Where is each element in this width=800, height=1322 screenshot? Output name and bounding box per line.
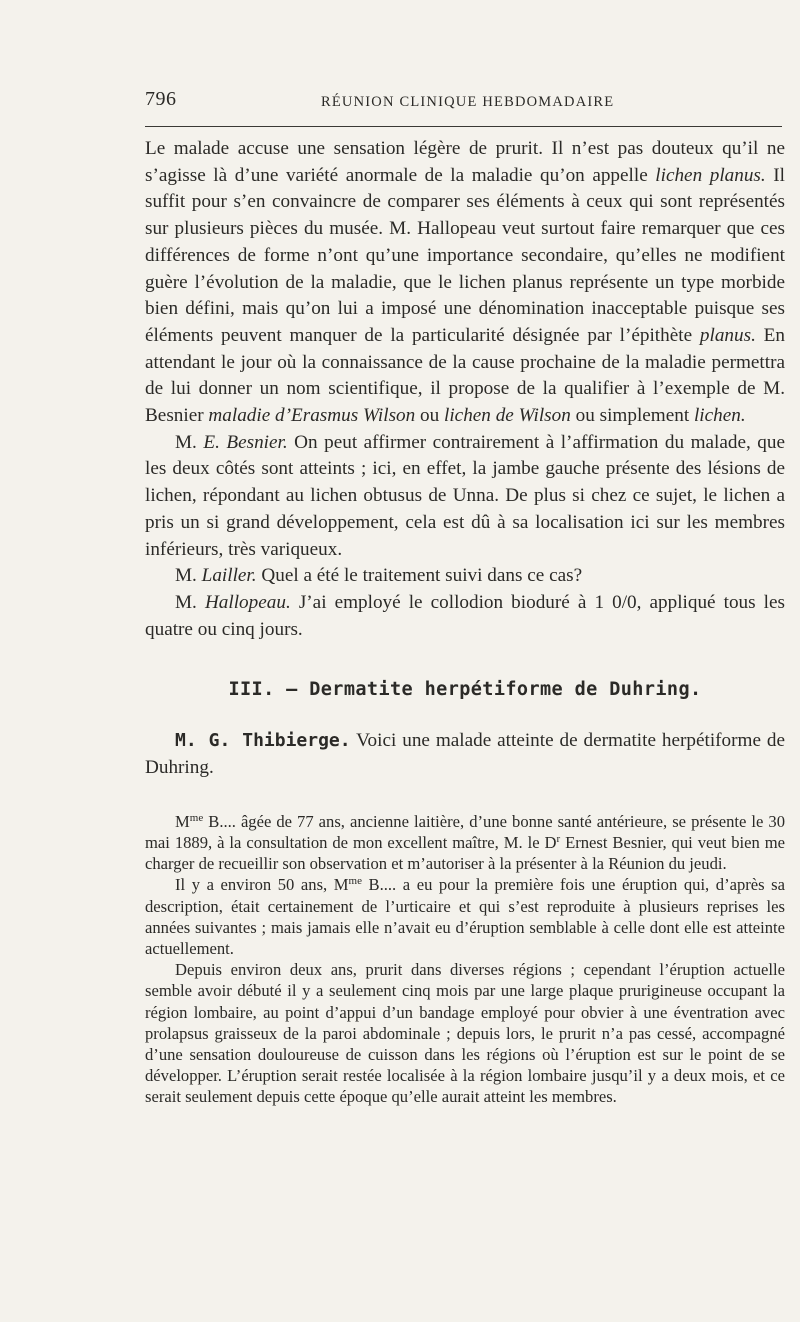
page-number: 796	[145, 88, 177, 110]
observation-paragraph: Depuis environ deux ans, prurit dans diverses régions ; cependant l’éruption actuelle semble avoir débuté il y a seulement cinq mois par une large plaque prurigineuse occupant la région lombaire, au point d’appui d’un bandage employé pour obvier à une éventration avec prolapsus graisseux de la paroi abdominale ; depuis lors, le prurit n’a pas cessé, accompagné d’une sensation douloureuse de cuisson dans les régions où l’éruption est sur le point de se développer. L’éruption serait restée localisée à la région lombaire jusqu’il y a deux mois, et ce serait seulement depuis cette époque qu’elle aurait atteint les membres.	[145, 960, 785, 1107]
text-run: B.... âgée de 77 ans, ancienne laitière, d’une bonne santé antérieure, se présente le 30 mai 1889, à la consultation de mon excellent maître, M. le D	[145, 811, 785, 852]
text-run: ou	[415, 405, 445, 427]
superscript: me	[189, 811, 204, 824]
paragraph-lailler	[145, 563, 785, 590]
text-run: Il suffit pour s’en convaincre de comparer ses éléments à ceux qui sont représentés sur plusieurs pièces du musée. M. Hallopeau veut surtout faire remarquer que ces différences de forme n’ont qu’une importance secondaire, qu’elles ne modifient guère l’évolution de la maladie, que le lichen planus représente un type morbide bien défini, mais qu’on lui a imposé une dénomination inacceptable puisque ses éléments peuvent manquer de la particularité désignée par l’épithète	[145, 164, 785, 346]
superscript: me	[348, 875, 362, 888]
speaker-name: M. G. Thibierge.	[175, 730, 351, 752]
paragraph-thibierge	[145, 728, 785, 781]
speaker-name: Lailler.	[201, 565, 257, 587]
text-run: On peut affirmer contrairement à l’affirmation du malade, que les deux côtés sont atteints ; ici, en effet, la jambe gauche présente des lésions de lichen, répondant au lichen obtusus de Unna. De plus si chez ce sujet, le lichen a pris un si grand développement, cela est dû à sa localisation ici sur les membres inférieurs, très variqueux.	[145, 431, 785, 560]
running-head: RÉUNION CLINIQUE HEBDOMADAIRE	[321, 94, 615, 110]
paragraph-lichen-discussion	[145, 136, 785, 430]
page-header	[145, 88, 785, 116]
paragraph-besnier	[145, 430, 785, 564]
text-run: Quel a été le traitement suivi dans ce cas?	[256, 565, 583, 587]
observation-paragraph	[145, 811, 785, 875]
page-body	[145, 136, 785, 1108]
text-run: Ernest Besnier, qui veut bien me charger de recueillir son observation et m’autoriser à la présenter à la Réunion du jeudi.	[145, 832, 785, 874]
italic-term: lichen planus.	[655, 164, 766, 186]
italic-term: lichen.	[693, 405, 746, 427]
text-run: En attendant le jour où la connaissance de la cause prochaine de la maladie permettra de lui donner un nom scientifique, il propose de la qualifier à l’exemple de M. Besnier	[145, 324, 785, 427]
speaker-name: E. Besnier.	[203, 431, 288, 453]
paragraph-hallopeau	[145, 590, 785, 643]
text-run: M.	[175, 565, 202, 587]
text-run: J’ai employé le collodion bioduré à 1 0/0, appliqué tous les quatre ou cinq jours.	[145, 591, 785, 640]
superscript: r	[556, 832, 561, 845]
text-run: M.	[175, 591, 205, 613]
italic-term: lichen de Wilson	[444, 405, 571, 427]
text-run: Le malade accuse une sensation légère de prurit. Il n’est pas douteux qu’il ne s’agisse là d’une variété anormale de la maladie qu’on appelle	[145, 138, 785, 186]
text-run: Il y a environ 50 ans, M	[175, 875, 349, 895]
header-rule	[145, 126, 782, 127]
italic-term: maladie d’Erasmus Wilson	[208, 405, 416, 427]
text-run: B.... a eu pour la première fois une éruption qui, d’après sa description, était certainement de l’urticaire et qui s’est reproduite à plusieurs reprises les années suivantes ; mais jamais elle n’avait eu d’éruption semblable à celle dont elle est atteinte actuellement.	[145, 875, 785, 958]
text-run: M.	[175, 431, 204, 453]
section-heading: III. — Dermatite herpétiforme de Duhring.	[228, 679, 702, 701]
speaker-name: Hallopeau.	[204, 591, 291, 613]
italic-term: planus.	[699, 324, 756, 346]
text-run: Voici une malade atteinte de dermatite herpétiforme de Duhring.	[145, 730, 785, 779]
text-run: ou simplement	[570, 405, 694, 427]
text-run: M	[175, 811, 190, 831]
observation-block	[145, 811, 785, 1108]
observation-paragraph	[145, 874, 785, 959]
